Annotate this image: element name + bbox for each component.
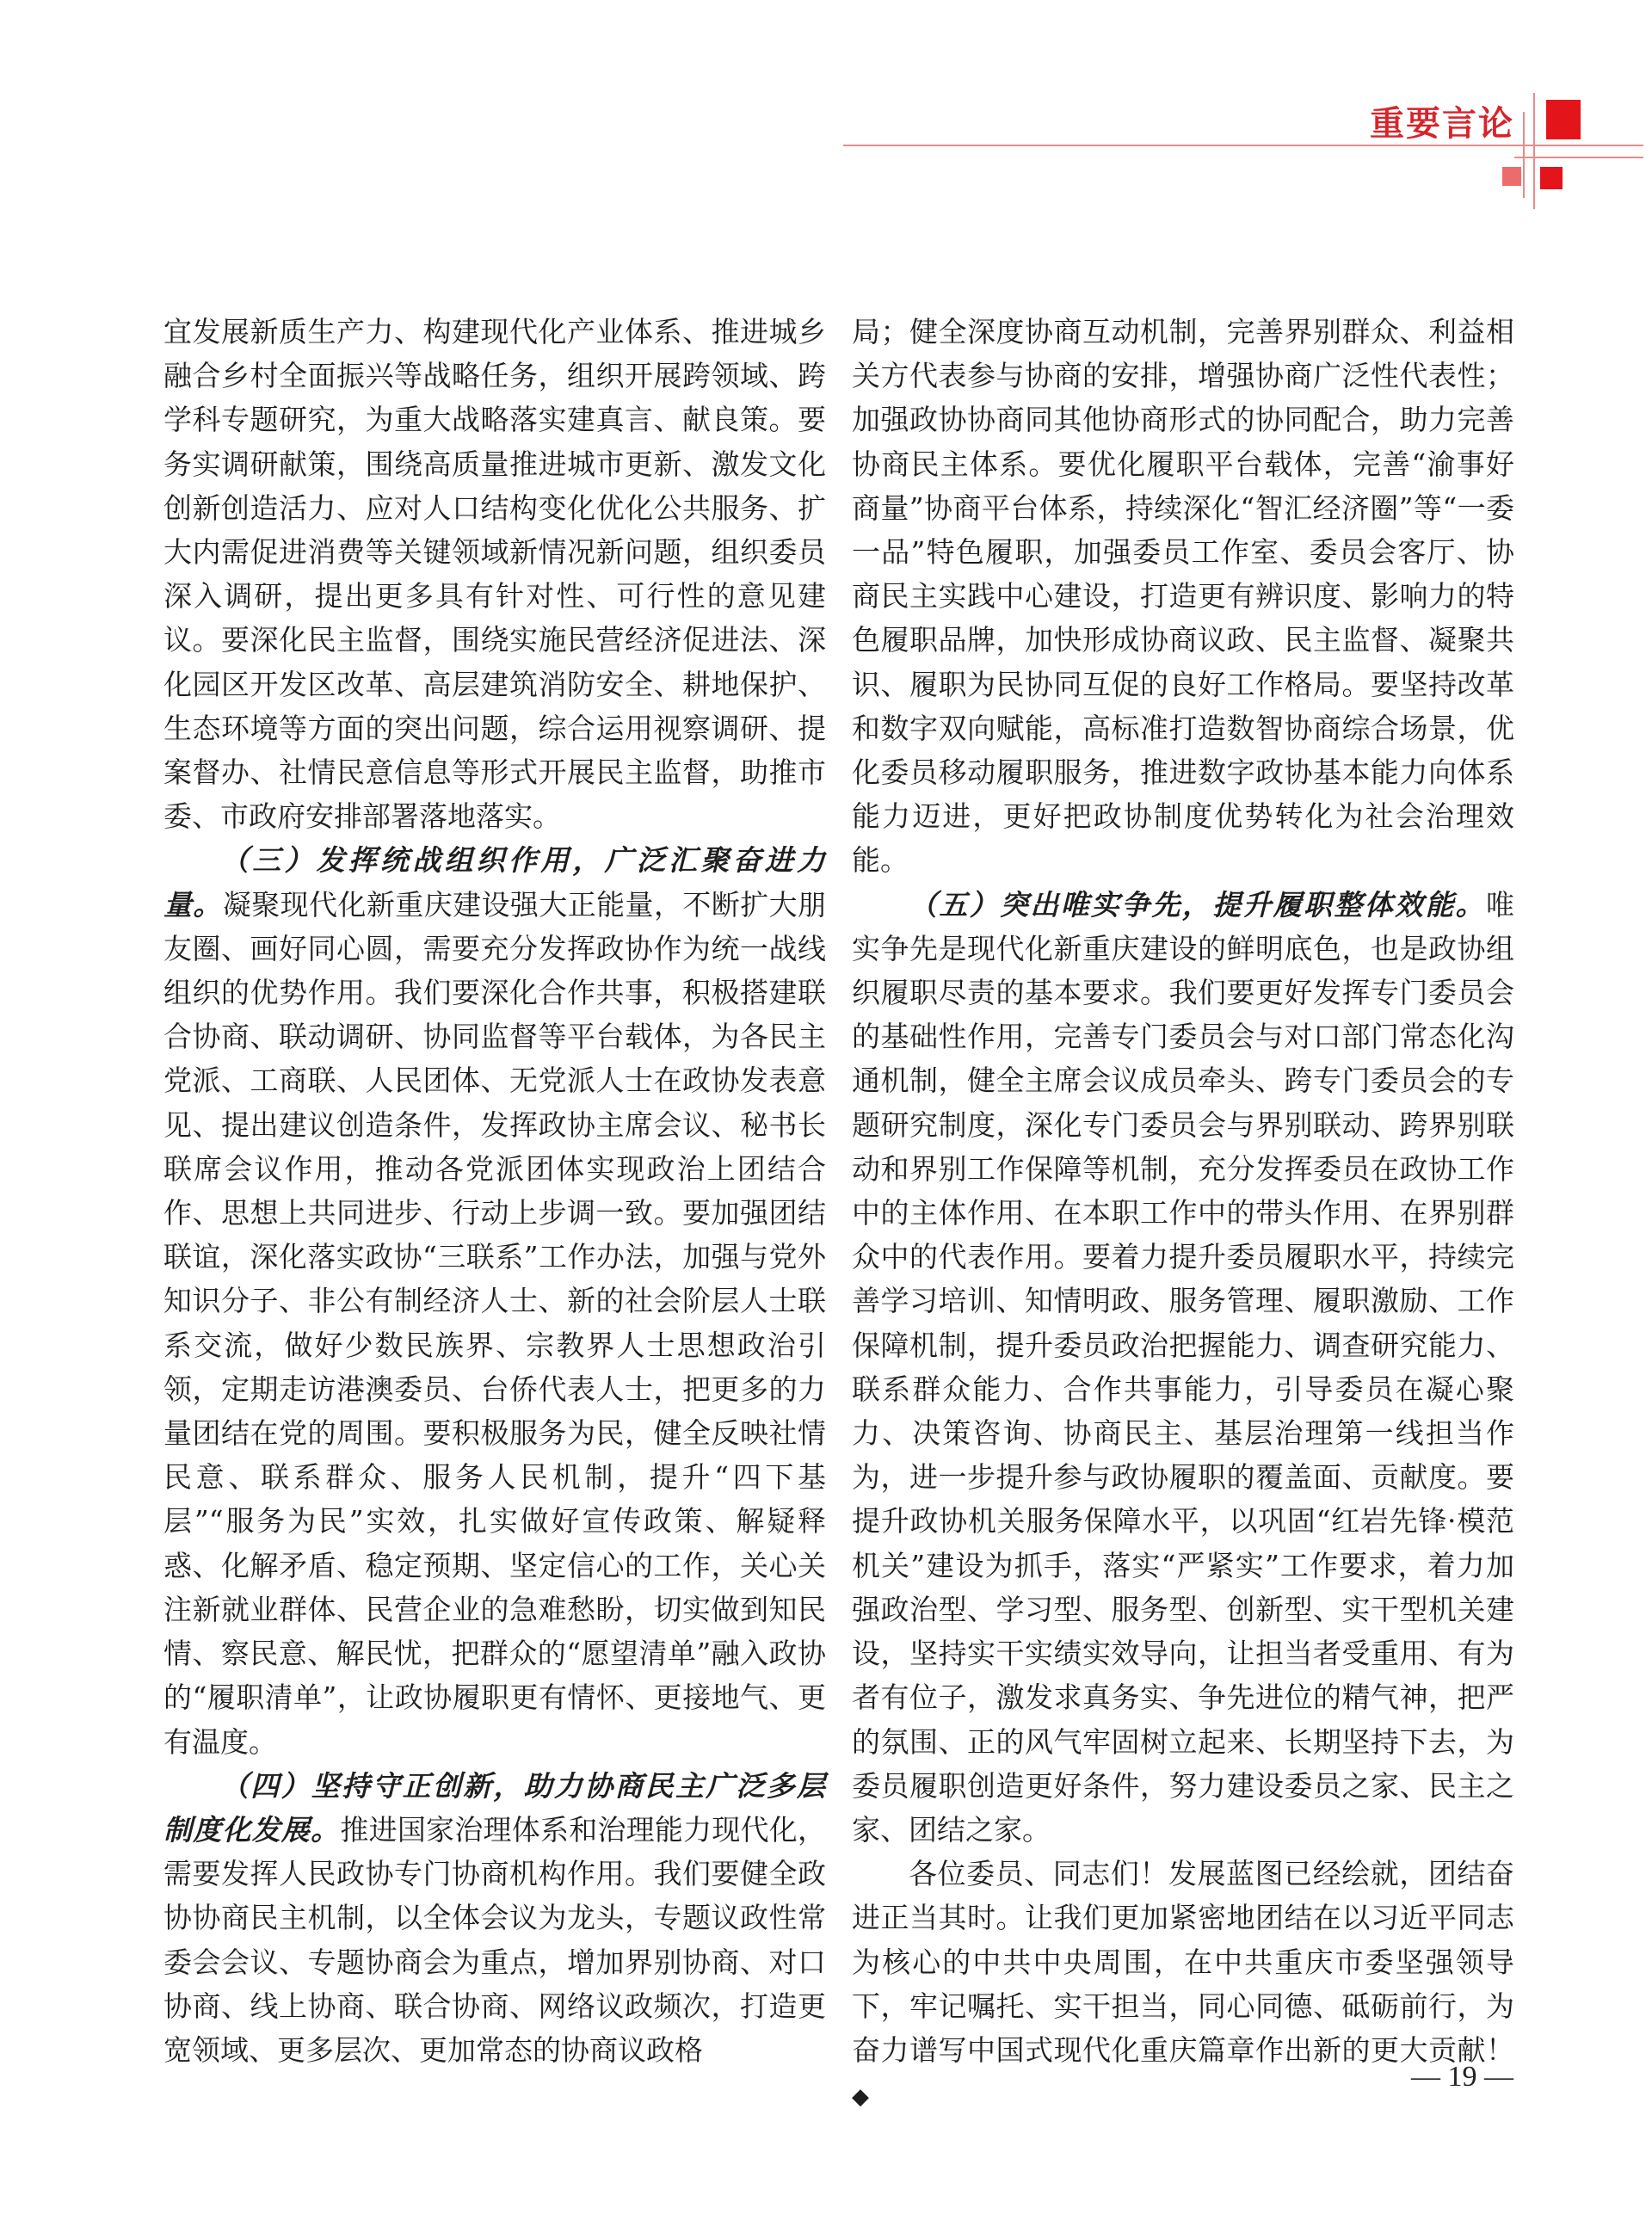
paragraph (852, 883, 1514, 1852)
section-title: 重要言论 (1370, 104, 1514, 144)
paragraph (163, 1764, 826, 2072)
right-column (852, 310, 1514, 2119)
paragraph-heading: （五）突出唯实争先，提升履职整体效能。 (909, 887, 1486, 922)
paragraph (163, 838, 826, 1763)
paragraph-body: 推进国家治理体系和治理能力现代化，需要发挥人民政协专门协商机构作用。我们要健全政协协商民主机制，以全体会议为龙头，专题议政性常委会会议、专题协商会为重点，增加界别协商、对口协商、线上协商、联合协商、网络议政频次，打造更宽领域、更多层次、更加常态的协商议政格 (163, 1812, 827, 2067)
paragraph-heading: （三）发挥统战组织作用，广泛汇聚奋进力量。 (163, 843, 826, 922)
header-square-large (1546, 100, 1581, 139)
header-rule-vertical (1533, 93, 1535, 209)
header-rule-vertical-short (1523, 112, 1525, 198)
paragraph-heading: （四）坚持守正创新，助力协商民主广泛多层制度化发展。 (163, 1768, 826, 1847)
paragraph-body: 唯实争先是现代化新重庆建设的鲜明底色，也是政协组织履职尽责的基本要求。我们要更好发挥专门委员会的基础性作用，完善专门委员会与对口部门常态化沟通机制，健全主席会议成员牵头、跨专门委员会的专题研究制度，深化专门委员会与界别联动、跨界别联动和界别工作保障等机制，充分发挥委员在政协工作中的主体作用、在本职工作中的带头作用、在界别群众中的代表作用。要着力提升委员履职水平，持续完善学习培训、知情明政、服务管理、履职激励、工作保障机制，提升委员政治把握能力、调查研究能力、联系群众能力、合作共事能力，引导委员在凝心聚力、决策咨询、协商民主、基层治理第一线担当作为，进一步提升参与政协履职的覆盖面、贡献度。要提升政协机关服务保障水平，以巩固“红岩先锋·模范机关”建设为抓手，落实“严紧实”工作要求，着力加强政治型、学习型、服务型、创新型、实干型机关建设，坚持实干实绩实效导向，让担当者受重用、有为者有位子，激发求真务实、争先进位的精气神，把严的氛围、正的风气牢固树立起来、长期坚持下去，为委员履职创造更好条件，努力建设委员之家、民主之家、团结之家。 (852, 887, 1514, 1847)
header-square-small-light (1502, 167, 1521, 186)
paragraph: 宜发展新质生产力、构建现代化产业体系、推进城乡融合乡村全面振兴等战略任务，组织开展跨领域、跨学科专题研究，为重大战略落实建真言、献良策。要务实调研献策，围绕高质量推进城市更新、激发文化创新创造活力、应对人口结构变化优化公共服务、扩大内需促进消费等关键领域新情况新问题，组织委员深入调研，提出更多具有针对性、可行性的意见建议。要深化民主监督，围绕实施民营经济促进法、深化园区开发区改革、高层建筑消防安全、耕地保护、生态环境等方面的突出问题，综合运用视察调研、提案督办、社情民意信息等形式开展民主监督，助推市委、市政府安排部署落地落实。 (163, 315, 826, 834)
end-mark: ◆ (852, 2084, 869, 2111)
paragraph: 局；健全深度协商互动机制，完善界别群众、利益相关方代表参与协商的安排，增强协商广泛性代表性；加强政协协商同其他协商形式的协同配合，助力完善协商民主体系。要优化履职平台载体，完善“渝事好商量”协商平台体系，持续深化“智汇经济圈”等“一委一品”特色履职，加强委员工作室、委员会客厅、协商民主实践中心建设，打造更有辨识度、影响力的特色履职品牌，加快形成协商议政、民主监督、凝聚共识、履职为民协同互促的良好工作格局。要坚持改革和数字双向赋能，高标准打造数智协商综合场景，优化委员移动履职服务，推进数字政协基本能力向体系能力迈进，更好把政协制度优势转化为社会治理效能。 (852, 315, 1514, 878)
left-column (163, 310, 826, 2072)
header-square-small (1540, 167, 1563, 189)
paragraph-body: 各位委员、同志们！发展蓝图已经绘就，团结奋进正当其时。让我们更加紧密地团结在以习近平同志为核心的中共中央周围，在中共重庆市委坚强领导下，牢记嘱托、实干担当，同心同德、砥砺前行，为奋力谱写中国式现代化重庆篇章作出新的更大贡献！ (852, 1857, 1514, 2067)
paragraph-body: 凝聚现代化新重庆建设强大正能量，不断扩大朋友圈、画好同心圆，需要充分发挥政协作为统一战线组织的优势作用。我们要深化合作共事，积极搭建联合协商、联动调研、协同监督等平台载体，为各民主党派、工商联、人民团体、无党派人士在政协发表意见、提出建议创造条件，发挥政协主席会议、秘书长联席会议作用，推动各党派团体实现政治上团结合作、思想上共同进步、行动上步调一致。要加强团结联谊，深化落实政协“三联系”工作办法，加强与党外知识分子、非公有制经济人士、新的社会阶层人士联系交流，做好少数民族界、宗教界人士思想政治引领，定期走访港澳委员、台侨代表人士，把更多的力量团结在党的周围。要积极服务为民，健全反映社情民意、联系群众、服务人民机制，提升“四下基层”“服务为民”实效，扎实做好宣传政策、解疑释惑、化解矛盾、稳定预期、坚定信心的工作，关心关注新就业群体、民营企业的急难愁盼，切实做到知民情、察民意、解民忧，把群众的“愿望清单”融入政协的“履职清单”，让政协履职更有情怀、更接地气、更有温度。 (163, 887, 827, 1759)
page-number: — 19 — (1411, 2061, 1513, 2093)
